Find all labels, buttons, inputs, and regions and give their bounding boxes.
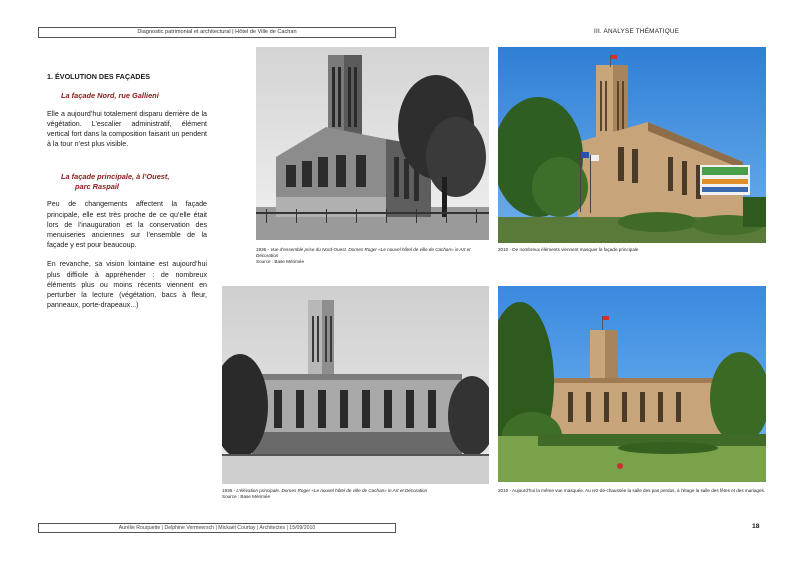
caption-3-text: L’élévation principale. Dornes Roger «Le nouvel hôtel de ville de Cachan» in Art et Décoration — [236, 488, 428, 493]
subtitle-main-facade — [61, 172, 207, 191]
caption-photo-1936-northwest — [256, 247, 492, 264]
photo-1936-northwest — [256, 47, 489, 240]
caption-1-year: 1936 - — [256, 247, 271, 252]
paragraph-main-facade-1: Peu de changements affectent la façade principale, elle est très proche de ce qu’elle était lors de l’inauguration et la conservation des menuiseries anciennes sur l’ensemble de la façade y est pour beaucoup. — [47, 200, 207, 250]
caption-photo-2010-masked-view: 2010 - Aujourd’hui la même vue masquée. Au rez-de-chaussée la salle des pas perdus, à l’étage la salle des fêtes et des mariages. — [498, 488, 766, 493]
page-number: 18 — [752, 523, 760, 530]
text-column — [47, 72, 207, 319]
subtitle-main-facade-line1: La façade principale, à l’Ouest, — [61, 172, 170, 182]
caption-3-source: Source : Base Mérimée — [222, 493, 270, 499]
subtitle-north-facade: La façade Nord, rue Gallieni — [61, 91, 159, 100]
caption-3-year: 1936 - — [222, 488, 237, 493]
section-label: III. ANALYSE THÉMATIQUE — [594, 28, 680, 35]
subtitle-main-facade-line2: parc Raspail — [75, 181, 119, 191]
caption-1-source: Source : Base Mérimée — [256, 258, 304, 264]
photo-2010-main-facade — [498, 47, 766, 243]
section-title: 1. ÉVOLUTION DES FAÇADES — [47, 72, 151, 81]
caption-photo-2010-main-facade: 2010 - De nombreux éléments viennent masquer la façade principale — [498, 247, 639, 252]
header-title: Diagnostic patrimonial et architectural | Hôtel de Ville de Cachan — [38, 27, 396, 38]
footer-authors: Aurélie Rouquette | Delphine Vermeersch | Mickaël Courtay | Architectes | 15/09/2010 — [38, 523, 396, 533]
paragraph-north-facade: Elle a aujourd’hui totalement disparu derrière de la végétation. L’escalier administratif, élément vertical fort dans la composition faisant un pendent à la tour n’est plus visible. — [47, 109, 207, 149]
photo-1936-elevation — [222, 286, 489, 484]
paragraph-main-facade-2: En revanche, sa vision lointaine est aujourd’hui plus difficile à appréhender : de nombreux éléments plus ou moins récents viennent en perturber la lecture (végétation, bacs à fleur, panneaux, porte-drapeaux...) — [47, 260, 207, 310]
caption-photo-1936-elevation — [222, 488, 492, 500]
caption-1-text: Vue d’ensemble prise du Nord-Ouest. Dornes Roger «Le nouvel hôtel de ville de Cachan» in Art et Décoration — [256, 247, 471, 258]
photo-2010-masked-view — [498, 286, 766, 482]
